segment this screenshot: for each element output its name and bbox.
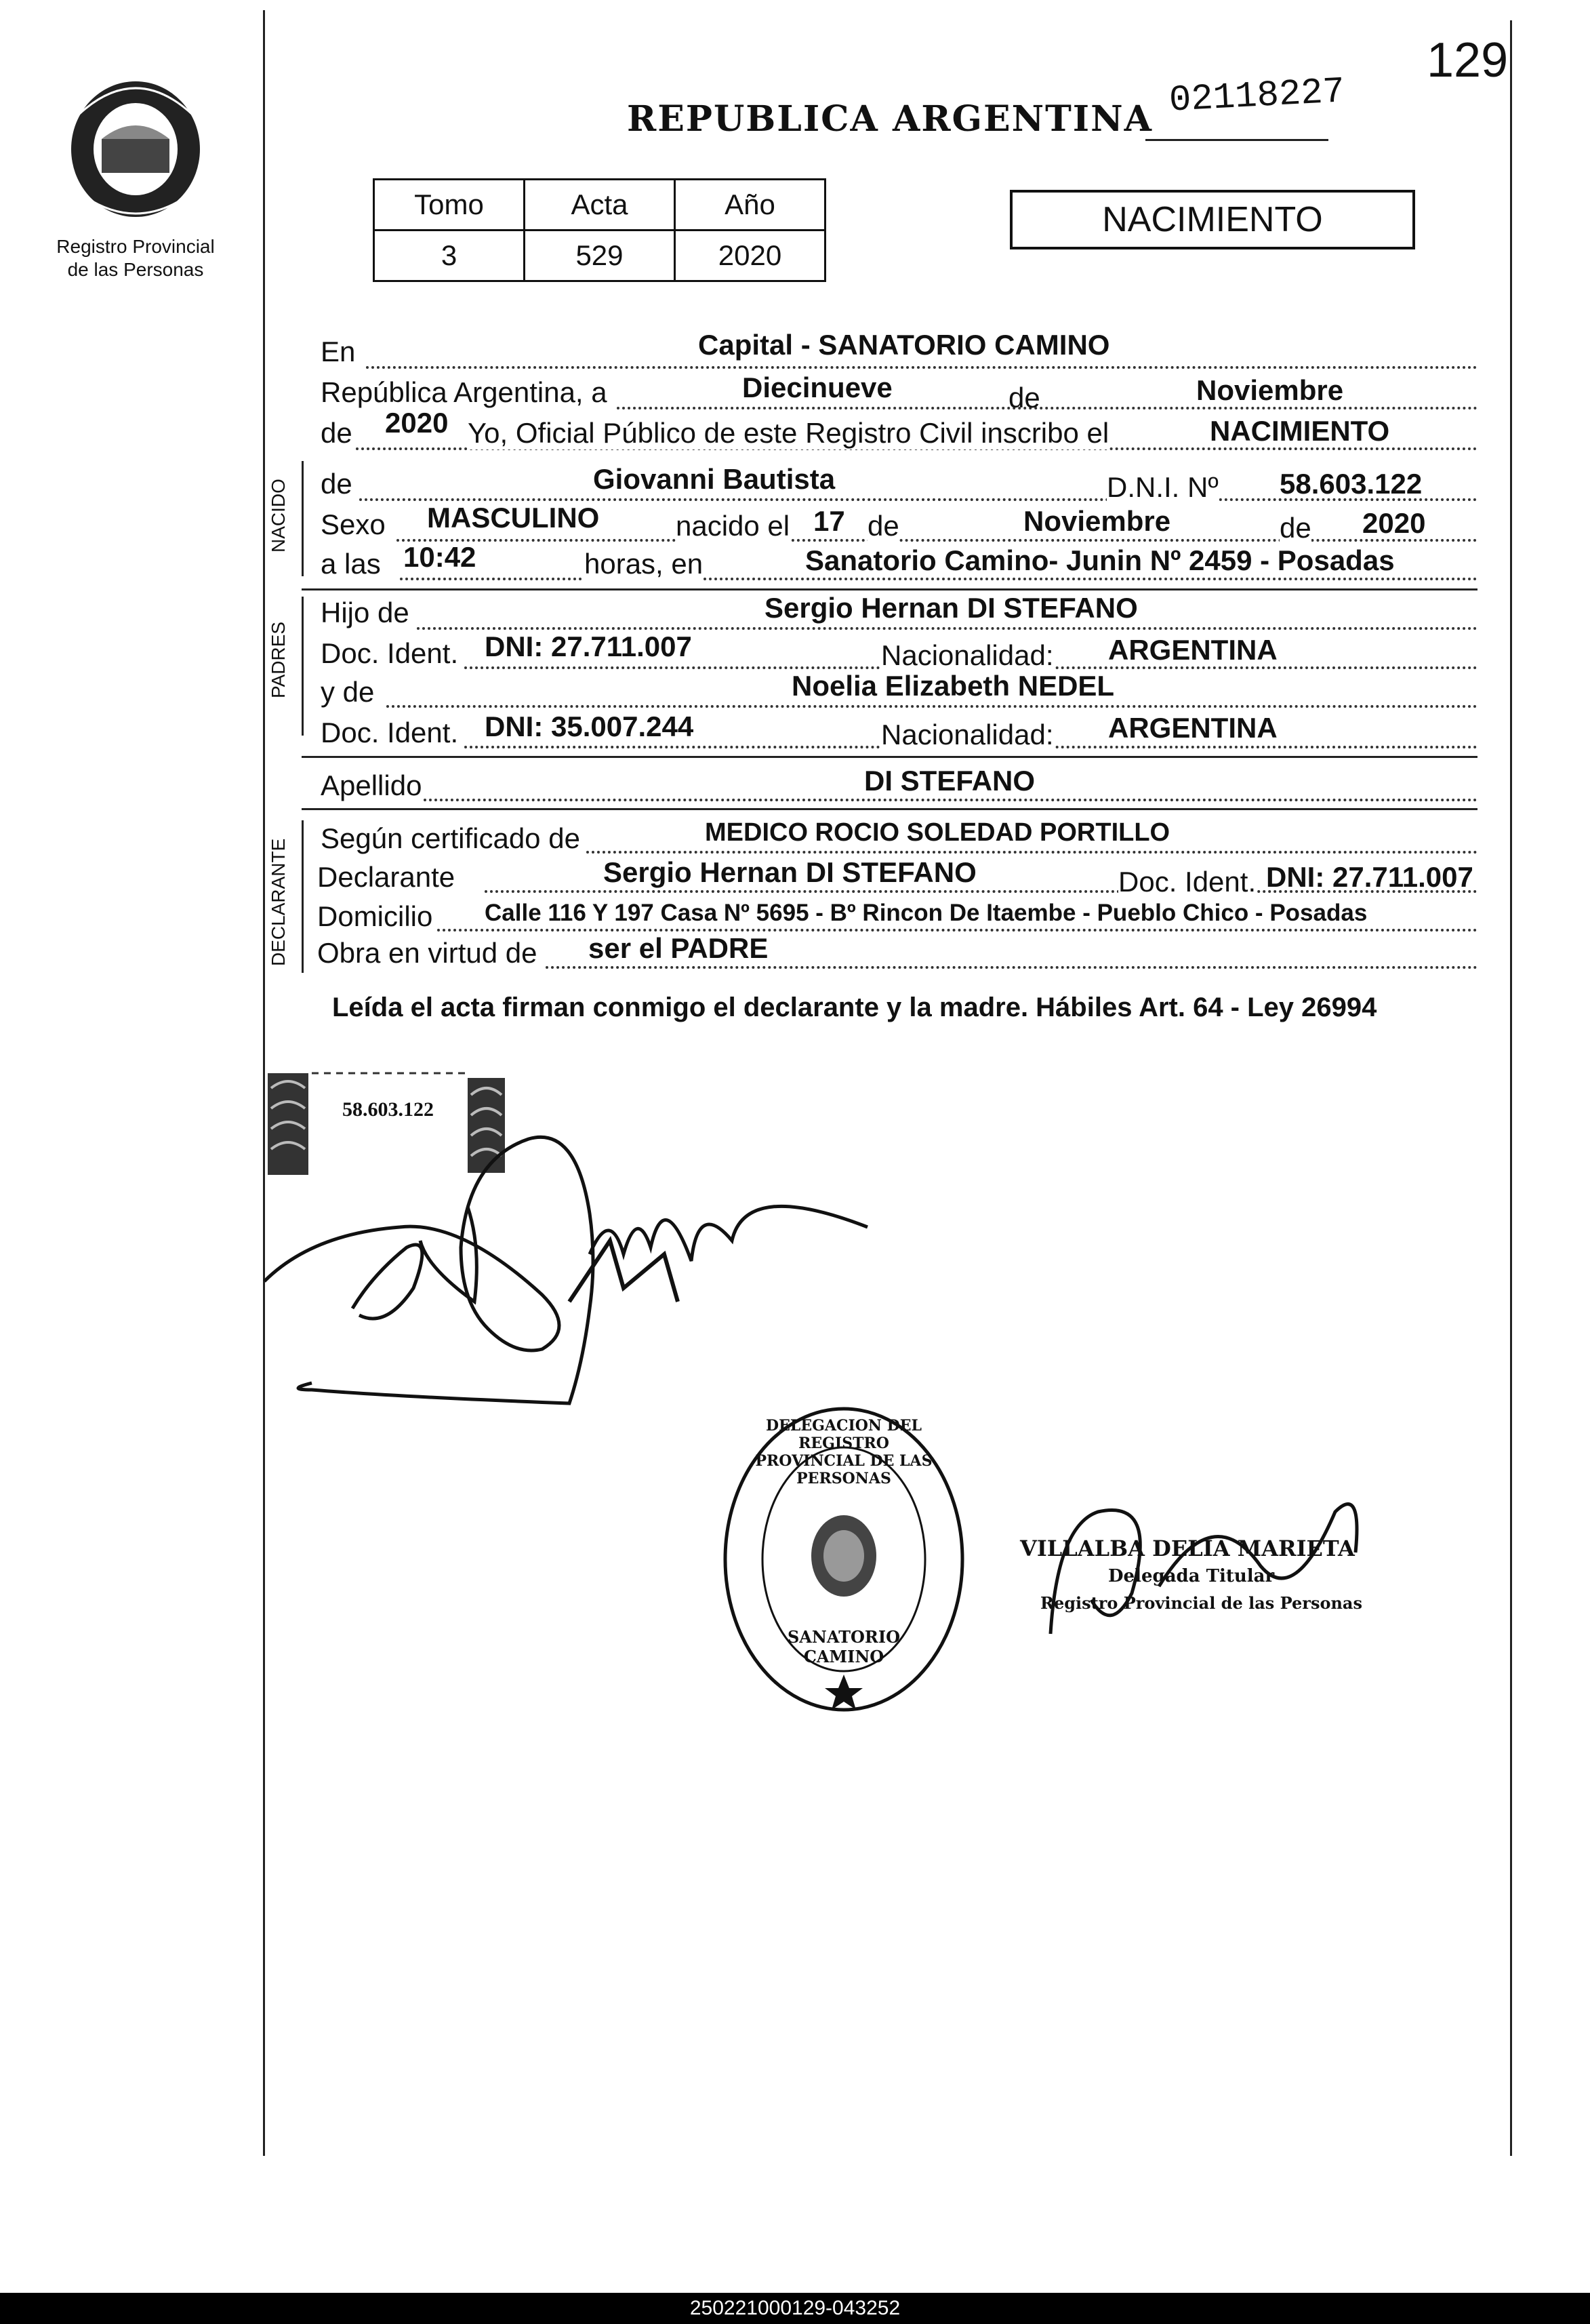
obra-label: Obra en virtud de [317,937,537,969]
intro-year: 2020 [385,407,449,439]
republica-dotline [617,407,1477,409]
nacido-year: 2020 [1362,507,1426,539]
official-name: VILLALBA DELIA MARIETA [1020,1536,1355,1561]
hijo-dotline [417,627,1477,630]
padres-separator [302,756,1477,758]
decl-doc: DNI: 27.711.007 [1266,861,1473,893]
yde-dotline [386,705,1477,708]
decl-label: Declarante [317,861,455,893]
nacido-de-label: de [321,468,352,500]
obra-dotline [546,966,1477,969]
official-title: Delegada Titular [1108,1566,1275,1586]
value-acta: 529 [525,231,675,281]
day-words: Diecinueve [742,372,893,403]
footer-bar [0,2293,1590,2324]
father-doc-label: Doc. Ident. [321,637,459,669]
sexo-dotline [396,539,1477,542]
declarante-bracket [302,820,304,973]
de-label-2: de [321,417,352,449]
seal-inner-text: SANATORIO CAMINO [787,1627,901,1666]
header-ano: Año [675,180,825,231]
sexo-value: MASCULINO [427,502,600,534]
nacido-month: Noviembre [1023,505,1171,537]
en-label: En [321,336,356,367]
footer-code: 250221000129-043252 [689,2297,901,2319]
hijo-label: Hijo de [321,597,409,628]
mother-nat: ARGENTINA [1108,712,1278,744]
nacido-name: Giovanni Bautista [593,463,836,495]
apellido-value: DI STEFANO [864,765,1036,797]
dom-dotline [437,929,1477,931]
header-tomo: Tomo [374,180,525,231]
value-ano: 2020 [675,231,825,281]
alas-dotline [400,578,1477,580]
declarant-signature [258,1125,881,1410]
seal-ring-text: DELEGACION DEL REGISTRO PROVINCIAL DE LAS PERSONAS [755,1417,933,1487]
place-value: Capital - SANATORIO CAMINO [698,329,1110,361]
padres-bracket [302,597,304,736]
official-signature [1037,1485,1376,1641]
mother-nat-label: Nacionalidad: [881,719,1054,750]
intro-month: Noviembre [1196,374,1344,406]
page-number: 129 [1427,33,1509,87]
nacido-place: Sanatorio Camino- Junin Nº 2459 - Posadas [805,544,1395,576]
nacido-el-label: nacido el [676,510,790,542]
record-type-label: NACIMIENTO [1102,200,1323,239]
country-title: REPUBLICA ARGENTINA [627,98,1154,140]
logo-caption-line2: de las Personas [67,259,204,280]
father-doc: DNI: 27.711.007 [485,630,692,662]
dni-label: D.N.I. Nº [1107,471,1219,503]
closing-text: Leída el acta firman conmigo el declarante y la madre. Hábiles Art. 64 - Ley 26994 [332,993,1377,1022]
record-type-box [1010,190,1415,249]
horas-label: horas, en [584,548,704,580]
de-label-1: de [1008,382,1040,414]
father-name: Sergio Hernan DI STEFANO [765,592,1138,624]
value-tomo: 3 [374,231,525,281]
nacido-dni: 58.603.122 [1280,468,1423,500]
nacido-day: 17 [813,505,845,537]
nacido-separator [302,588,1477,590]
father-nat-label: Nacionalidad: [881,639,1054,671]
apellido-separator [302,808,1477,810]
province-logo [64,75,207,224]
nacido-bracket [302,461,304,576]
nacido-de-label-3: de [1280,512,1311,544]
logo-caption-line1: Registro Provincial [56,236,215,257]
cert-label: Según certificado de [321,822,580,854]
dom-value: Calle 116 Y 197 Casa Nº 5695 - Bº Rincon De Itaembe - Pueblo Chico - Posadas [485,900,1368,926]
nacido-de-label-2: de [868,510,899,542]
decl-value: Sergio Hernan DI STEFANO [603,856,977,888]
serial-underline [1145,139,1328,141]
serial-number: 02118227 [1168,71,1346,122]
intro-record: NACIMIENTO [1210,415,1390,447]
header-acta: Acta [525,180,675,231]
right-edge-line [1510,20,1512,2156]
dom-label: Domicilio [317,900,433,932]
mother-name: Noelia Elizabeth NEDEL [792,670,1115,702]
republica-label: República Argentina, a [321,376,607,408]
obra-value: ser el PADRE [588,932,769,964]
cert-dotline [586,851,1477,854]
cert-value: MEDICO ROCIO SOLEDAD PORTILLO [705,818,1170,847]
mother-doc: DNI: 35.007.244 [485,710,694,742]
fingerprint-label: 58.603.122 [342,1098,434,1121]
declarante-section-label: DECLARANTE [268,838,289,966]
registry-table [373,178,826,282]
padres-section-label: PADRES [268,621,289,698]
decl-doc-label: Doc. Ident. [1118,866,1257,898]
yde-label: y de [321,676,375,708]
mother-doc-label: Doc. Ident. [321,717,459,748]
official-text: Yo, Oficial Público de este Registro Civil inscribo el [468,417,1109,449]
apellido-label: Apellido [321,769,422,801]
official-office: Registro Provincial de las Personas [1040,1593,1362,1613]
apellido-dotline [424,799,1477,801]
nacido-time: 10:42 [403,541,476,573]
nacido-section-label: NACIDO [268,479,289,553]
en-dotline [366,366,1477,369]
alas-label: a las [321,548,381,580]
sexo-label: Sexo [321,508,386,540]
registry-seal [718,1403,969,1715]
father-nat: ARGENTINA [1108,634,1278,666]
